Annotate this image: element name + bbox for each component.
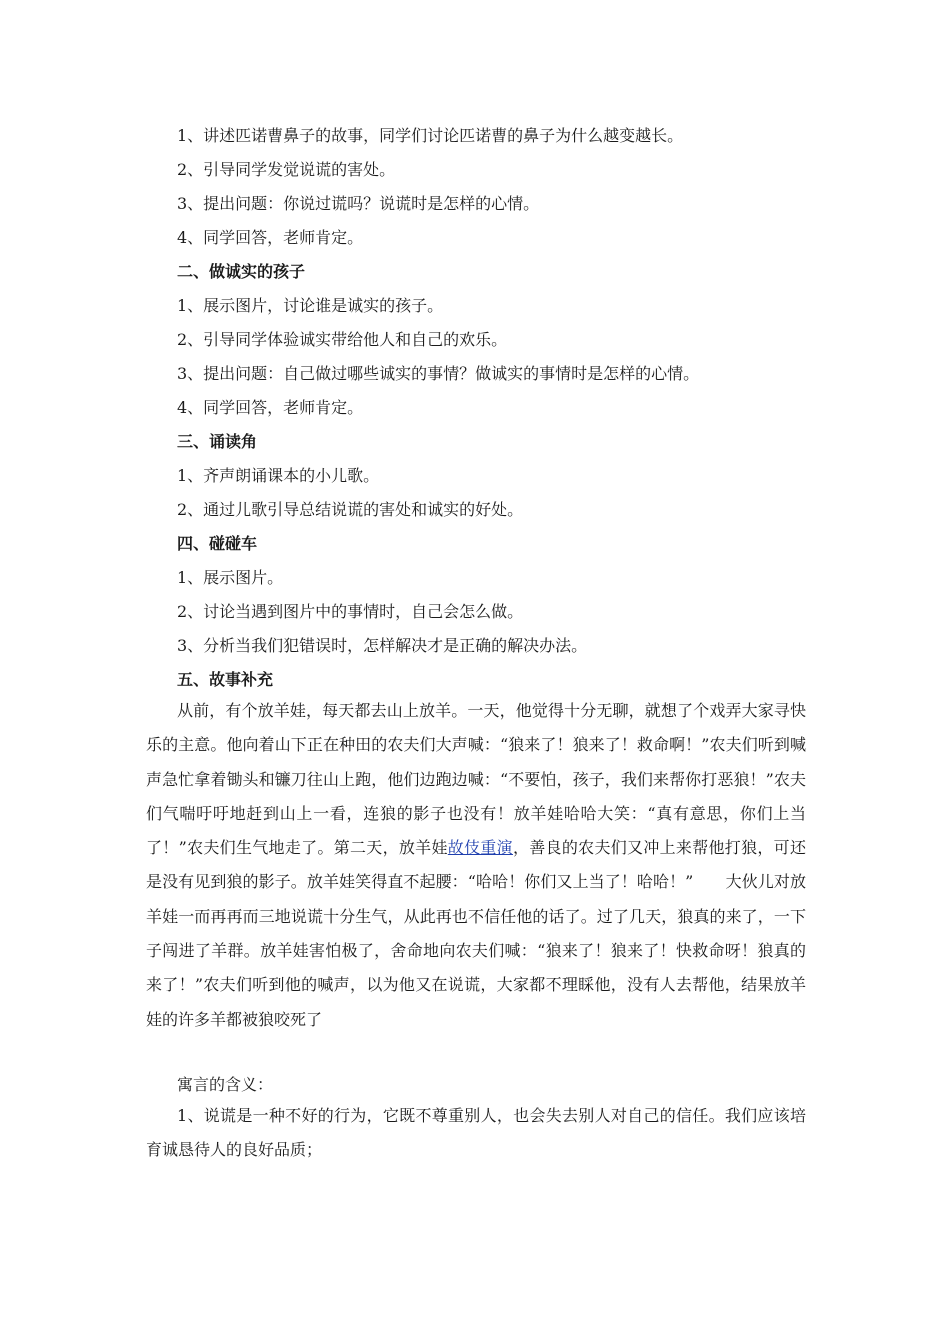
list-item: 1、讲述匹诺曹鼻子的故事，同学们讨论匹诺曹的鼻子为什么越变越长。 (177, 126, 684, 145)
story-text: 从前，有个放羊娃，每天都去山上放羊。一天，他觉得十分无聊，就想了个戏弄大家寻快乐的主意。他向着山下正在种田的农夫们大声喊：“狼来了！狼来了！救命啊！”农夫们听到喊声急忙拿着锄头和镰刀往山上跑，他们边跑边喊：“不要怕，孩子，我们来帮你打恶狼！”农夫们气喘吁吁地赶到山上一看，连狼的影子也没有！放羊娃哈哈大笑：“真有意思，你们上当了！”农夫们生气地走了。第二天，放羊娃 (146, 701, 806, 858)
story-paragraph (146, 694, 806, 1037)
story-link[interactable]: 故伎重演 (447, 838, 513, 858)
section-heading: 四、碰碰车 (177, 534, 258, 553)
list-item: 2、引导同学发觉说谎的害处。 (177, 160, 396, 179)
list-item: 4、同学回答，老师肯定。 (177, 228, 364, 247)
section-heading: 三、诵读角 (177, 432, 258, 451)
list-item: 2、通过儿歌引导总结说谎的害处和诚实的好处。 (177, 500, 524, 519)
list-item: 2、引导同学体验诚实带给他人和自己的欢乐。 (177, 330, 508, 349)
list-item: 3、提出问题：自己做过哪些诚实的事情？做诚实的事情时是怎样的心情。 (177, 364, 700, 383)
list-item: 2、讨论当遇到图片中的事情时，自己会怎么做。 (177, 602, 524, 621)
list-item: 3、提出问题：你说过谎吗？说谎时是怎样的心情。 (177, 194, 540, 213)
moral-label: 寓言的含义： (177, 1075, 274, 1094)
list-item: 3、分析当我们犯错误时，怎样解决才是正确的解决办法。 (177, 636, 588, 655)
section-heading: 五、故事补充 (177, 670, 274, 689)
story-text: ，善良的农夫们又冲上来帮他打狼，可还是没有见到狼的影子。放羊娃笑得直不起腰：“哈哈！你们又上当了！哈哈！” 大伙儿对放羊娃一而再再而三地说谎十分生气，从此再也不信任他的话了。过了几天，狼真的来了，一下子闯进了羊群。放羊娃害怕极了，舍命地向农夫们喊：“狼来了！狼来了！快救命呀！狼真的来了！”农夫们听到他的喊声，以为他又在说谎，大家都不理睬他，没有人去帮他，结果放羊娃的许多羊都被狼咬死了 (146, 838, 806, 1029)
list-item: 1、齐声朗诵课本的小儿歌。 (177, 466, 380, 485)
list-item: 1、展示图片，讨论谁是诚实的孩子。 (177, 296, 444, 315)
list-item: 4、同学回答，老师肯定。 (177, 398, 364, 417)
moral-paragraph: 1、说谎是一种不好的行为，它既不尊重别人，也会失去别人对自己的信任。我们应该培育诚恳待人的良好品质； (146, 1106, 806, 1160)
section-heading: 二、做诚实的孩子 (177, 262, 306, 281)
list-item: 1、展示图片。 (177, 568, 284, 587)
